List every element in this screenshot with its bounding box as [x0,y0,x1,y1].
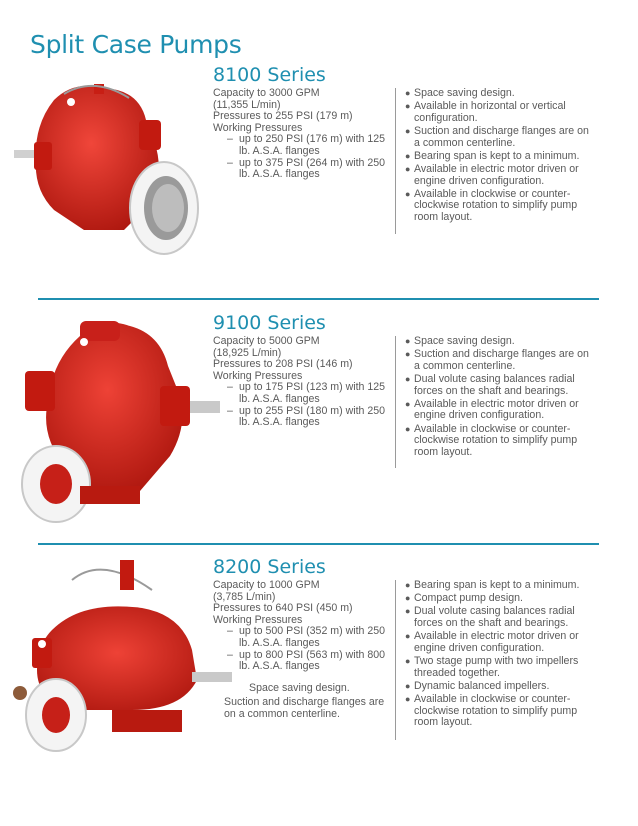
feature-item: ● Space saving design. [405,87,515,99]
specs-8100 [213,88,389,181]
feature-item: ● Space saving design. [405,335,515,347]
feature-item: ● Two stage pump with two impellers threaded together. [405,654,579,679]
spec-line: Working Pressures [213,121,303,134]
spec-line: Pressures to 640 PSI (450 m) [213,602,353,615]
feature-item: ● Available in clockwise or counter-clockwise rotation to simplify pump room layout. [405,692,578,729]
feature-item: ● Available in horizontal or vertical configuration. [405,100,566,124]
spec-line: Working Pressures [213,369,303,382]
sub-spec: – up to 375 PSI (264 m) with 250 lb. A.S.A. flanges [227,156,386,181]
column-divider [395,580,396,740]
page-title: Split Case Pumps [30,30,242,59]
pump-8200-image [12,560,234,768]
sub-spec: – up to 800 PSI (563 m) with 800 lb. A.S.A. flanges [227,648,386,673]
spec-line: (11,355 L/min) [213,98,281,111]
sub-spec: – up to 255 PSI (180 m) with 250 lb. A.S.A. flanges [227,404,386,429]
features-9100 [405,336,595,460]
feature-item: ● Bearing span is kept to a minimum. [405,149,580,162]
feature-item: ● Available in electric motor driven or engine driven configuration. [405,630,579,654]
spec-line: Pressures to 208 PSI (146 m) [213,358,353,371]
features-8100 [405,88,595,225]
sub-spec: – up to 175 PSI (123 m) with 125 lb. A.S.A. flanges [227,381,386,405]
feature-item: ● Available in electric motor driven or engine driven configuration. [405,397,579,422]
sub-spec: – up to 500 PSI (352 m) with 250 lb. A.S.A. flanges [227,625,386,649]
spec-line: Capacity to 5000 GPM [213,335,320,347]
feature-item: ● Dual volute casing balances radial forces on the shaft and bearings. [405,605,575,629]
pump-9100-image [20,316,220,526]
extra-note-2: Suction and discharge flanges are on a common centerline. [224,696,385,720]
spec-line: Working Pressures [213,613,303,626]
spec-line: (3,785 L/min) [213,590,276,603]
specs-8200 [213,580,389,673]
series-title-8200: 8200 Series [213,556,326,578]
feature-item: ● Dual volute casing balances radial forces on the shaft and bearings. [405,372,575,397]
feature-item: ● Bearing span is kept to a minimum. [405,579,580,591]
column-divider [395,336,396,468]
feature-item: ● Compact pump design. [405,592,523,605]
specs-9100 [213,336,389,429]
series-title-8100: 8100 Series [213,64,326,86]
feature-item: ● Available in clockwise or counter-clockwise rotation to simplify pump room layout. [405,187,578,223]
spec-line: (18,925 L/min) [213,346,282,359]
features-8200 [405,580,595,730]
extra-note-1: Space saving design. [249,682,350,694]
pump-8100-image [14,80,200,260]
feature-item: ● Available in clockwise or counter-clockwise rotation to simplify pump room layout. [405,422,578,458]
section-divider [38,298,599,300]
series-title-9100: 9100 Series [213,312,326,334]
feature-item: ● Available in electric motor driven or engine driven configuration. [405,162,579,187]
feature-item: ● Dynamic balanced impellers. [405,679,550,692]
spec-line: Capacity to 1000 GPM [213,579,320,591]
feature-item: ● Suction and discharge flanges are on a common centerline. [405,348,589,372]
spec-line: Pressures to 255 PSI (179 m) [213,110,353,123]
feature-item: ● Suction and discharge flanges are on a common centerline. [405,124,589,149]
spec-line: Capacity to 3000 GPM [213,87,320,99]
section-divider [38,543,599,545]
column-divider [395,88,396,234]
sub-spec: – up to 250 PSI (176 m) with 125 lb. A.S.A. flanges [227,133,386,157]
